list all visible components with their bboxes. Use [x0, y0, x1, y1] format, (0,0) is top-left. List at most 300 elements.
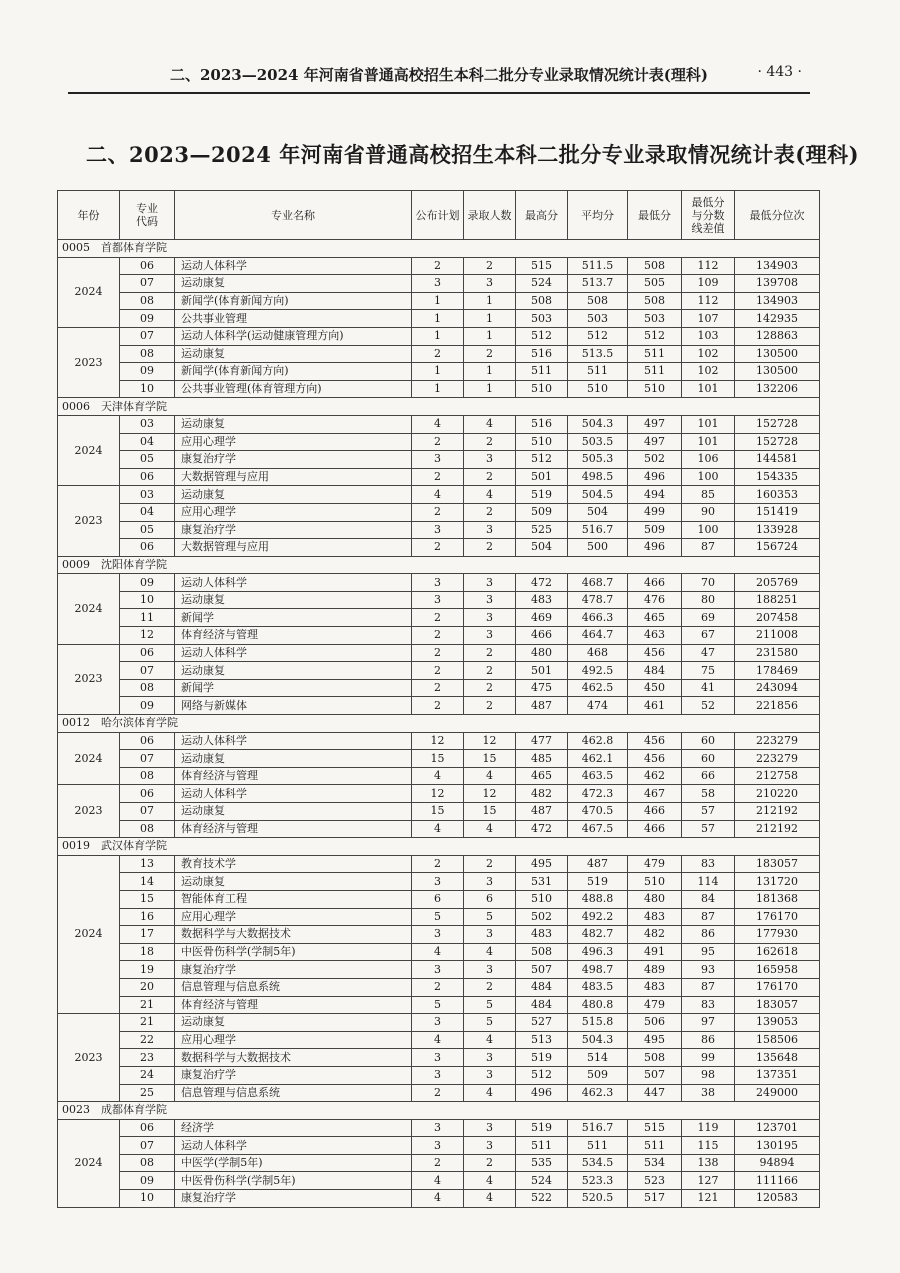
school-row	[58, 1102, 820, 1120]
plan-count: 3	[412, 1137, 464, 1155]
min-rank: 210220	[735, 785, 820, 803]
admitted-count: 15	[464, 803, 516, 821]
major-name: 数据科学与大数据技术	[175, 1049, 412, 1067]
plan-count: 3	[412, 1119, 464, 1137]
score-diff: 69	[682, 609, 735, 627]
major-name: 体育经济与管理	[175, 627, 412, 645]
min-score: 447	[628, 1084, 682, 1102]
admitted-count: 4	[464, 1190, 516, 1208]
running-title: 二、2023—2024 年河南省普通高校招生本科二批分专业录取情况统计表(理科)	[170, 66, 708, 84]
major-code: 07	[120, 1137, 175, 1155]
major-code: 09	[120, 697, 175, 715]
major-code: 15	[120, 890, 175, 908]
avg-score: 511.5	[568, 257, 628, 275]
min-rank: 183057	[735, 996, 820, 1014]
min-score: 511	[628, 345, 682, 363]
avg-score: 503	[568, 310, 628, 328]
table-row	[58, 451, 820, 469]
plan-count: 3	[412, 591, 464, 609]
plan-count: 2	[412, 662, 464, 680]
avg-score: 492.5	[568, 662, 628, 680]
score-diff: 112	[682, 257, 735, 275]
min-rank: 165958	[735, 961, 820, 979]
plan-count: 3	[412, 1066, 464, 1084]
major-name: 中医骨伤科学(学制5年)	[175, 943, 412, 961]
min-score: 523	[628, 1172, 682, 1190]
min-score: 494	[628, 486, 682, 504]
avg-score: 504.3	[568, 1031, 628, 1049]
score-diff: 66	[682, 767, 735, 785]
table-row	[58, 486, 820, 504]
major-code: 24	[120, 1066, 175, 1084]
min-score: 511	[628, 363, 682, 381]
table-row	[58, 1084, 820, 1102]
max-score: 511	[516, 363, 568, 381]
max-score: 480	[516, 644, 568, 662]
major-code: 14	[120, 873, 175, 891]
admitted-count: 4	[464, 820, 516, 838]
admitted-count: 1	[464, 310, 516, 328]
major-code: 09	[120, 310, 175, 328]
header-rule	[68, 92, 810, 94]
max-score: 524	[516, 275, 568, 293]
avg-score: 468.7	[568, 574, 628, 592]
school-row	[58, 556, 820, 574]
admitted-count: 1	[464, 380, 516, 398]
min-score: 508	[628, 257, 682, 275]
avg-score: 503.5	[568, 433, 628, 451]
admitted-count: 3	[464, 627, 516, 645]
score-diff: 100	[682, 521, 735, 539]
max-score: 484	[516, 978, 568, 996]
min-score: 467	[628, 785, 682, 803]
plan-count: 12	[412, 785, 464, 803]
score-diff: 99	[682, 1049, 735, 1067]
min-rank: 176170	[735, 908, 820, 926]
min-score: 479	[628, 996, 682, 1014]
avg-score: 510	[568, 380, 628, 398]
avg-score: 504.5	[568, 486, 628, 504]
major-code: 05	[120, 521, 175, 539]
min-score: 465	[628, 609, 682, 627]
avg-score: 474	[568, 697, 628, 715]
major-name: 网络与新媒体	[175, 697, 412, 715]
plan-count: 2	[412, 345, 464, 363]
col-diff: 最低分与分数线差值	[682, 191, 735, 240]
plan-count: 2	[412, 1154, 464, 1172]
admitted-count: 3	[464, 1049, 516, 1067]
plan-count: 4	[412, 486, 464, 504]
major-code: 08	[120, 767, 175, 785]
plan-count: 2	[412, 468, 464, 486]
major-name: 中医学(学制5年)	[175, 1154, 412, 1172]
col-rank: 最低分位次	[735, 191, 820, 240]
score-diff: 97	[682, 1014, 735, 1032]
min-rank: 154335	[735, 468, 820, 486]
school-name: 0023 成都体育学院	[58, 1102, 820, 1120]
score-diff: 83	[682, 855, 735, 873]
admitted-count: 4	[464, 1031, 516, 1049]
major-code: 10	[120, 380, 175, 398]
score-diff: 67	[682, 627, 735, 645]
max-score: 513	[516, 1031, 568, 1049]
max-score: 495	[516, 855, 568, 873]
avg-score: 487	[568, 855, 628, 873]
min-rank: 144581	[735, 451, 820, 469]
max-score: 485	[516, 750, 568, 768]
col-plan: 公布计划	[412, 191, 464, 240]
max-score: 519	[516, 1119, 568, 1137]
min-score: 510	[628, 380, 682, 398]
avg-score: 513.7	[568, 275, 628, 293]
year-cell: 2024	[58, 732, 120, 785]
major-name: 信息管理与信息系统	[175, 1084, 412, 1102]
max-score: 522	[516, 1190, 568, 1208]
max-score: 516	[516, 415, 568, 433]
min-rank: 131720	[735, 873, 820, 891]
admission-table	[57, 190, 820, 1208]
major-name: 教育技术学	[175, 855, 412, 873]
running-header	[170, 64, 802, 85]
major-name: 运动康复	[175, 345, 412, 363]
plan-count: 1	[412, 380, 464, 398]
year-cell: 2023	[58, 486, 120, 556]
min-rank: 205769	[735, 574, 820, 592]
major-name: 运动人体科学	[175, 257, 412, 275]
major-code: 08	[120, 1154, 175, 1172]
min-score: 511	[628, 1137, 682, 1155]
major-name: 运动人体科学	[175, 574, 412, 592]
score-diff: 80	[682, 591, 735, 609]
min-rank: 130500	[735, 345, 820, 363]
avg-score: 466.3	[568, 609, 628, 627]
table-row	[58, 1154, 820, 1172]
table-row	[58, 961, 820, 979]
major-code: 06	[120, 539, 175, 557]
score-diff: 115	[682, 1137, 735, 1155]
major-code: 07	[120, 662, 175, 680]
min-score: 497	[628, 433, 682, 451]
min-score: 489	[628, 961, 682, 979]
max-score: 515	[516, 257, 568, 275]
table-row	[58, 415, 820, 433]
admitted-count: 2	[464, 503, 516, 521]
min-rank: 137351	[735, 1066, 820, 1084]
major-name: 运动康复	[175, 415, 412, 433]
admitted-count: 3	[464, 451, 516, 469]
max-score: 504	[516, 539, 568, 557]
min-rank: 177930	[735, 926, 820, 944]
table-row	[58, 1031, 820, 1049]
min-score: 507	[628, 1066, 682, 1084]
year-cell: 2024	[58, 257, 120, 327]
major-name: 运动人体科学	[175, 644, 412, 662]
major-name: 康复治疗学	[175, 451, 412, 469]
min-rank: 135648	[735, 1049, 820, 1067]
plan-count: 3	[412, 1014, 464, 1032]
min-rank: 160353	[735, 486, 820, 504]
score-diff: 101	[682, 433, 735, 451]
avg-score: 511	[568, 1137, 628, 1155]
max-score: 519	[516, 486, 568, 504]
table-row	[58, 697, 820, 715]
min-rank: 132206	[735, 380, 820, 398]
table-row	[58, 591, 820, 609]
avg-score: 462.1	[568, 750, 628, 768]
min-score: 503	[628, 310, 682, 328]
min-score: 450	[628, 679, 682, 697]
min-rank: 188251	[735, 591, 820, 609]
major-name: 康复治疗学	[175, 961, 412, 979]
major-name: 康复治疗学	[175, 521, 412, 539]
major-code: 08	[120, 679, 175, 697]
major-name: 运动人体科学	[175, 785, 412, 803]
max-score: 472	[516, 574, 568, 592]
admitted-count: 5	[464, 996, 516, 1014]
min-score: 456	[628, 750, 682, 768]
major-name: 新闻学	[175, 679, 412, 697]
major-code: 03	[120, 486, 175, 504]
min-score: 466	[628, 820, 682, 838]
max-score: 472	[516, 820, 568, 838]
score-diff: 127	[682, 1172, 735, 1190]
score-diff: 87	[682, 539, 735, 557]
min-score: 534	[628, 1154, 682, 1172]
admitted-count: 3	[464, 574, 516, 592]
plan-count: 2	[412, 627, 464, 645]
min-rank: 223279	[735, 732, 820, 750]
score-diff: 90	[682, 503, 735, 521]
major-code: 06	[120, 644, 175, 662]
max-score: 535	[516, 1154, 568, 1172]
avg-score: 482.7	[568, 926, 628, 944]
plan-count: 2	[412, 539, 464, 557]
table-row	[58, 978, 820, 996]
score-diff: 47	[682, 644, 735, 662]
plan-count: 4	[412, 1172, 464, 1190]
admitted-count: 5	[464, 908, 516, 926]
major-name: 运动康复	[175, 591, 412, 609]
avg-score: 504	[568, 503, 628, 521]
min-rank: 133928	[735, 521, 820, 539]
min-score: 466	[628, 803, 682, 821]
major-code: 06	[120, 785, 175, 803]
avg-score: 463.5	[568, 767, 628, 785]
admitted-count: 15	[464, 750, 516, 768]
table-row	[58, 908, 820, 926]
major-name: 运动康复	[175, 1014, 412, 1032]
max-score: 496	[516, 1084, 568, 1102]
table-row	[58, 380, 820, 398]
plan-count: 3	[412, 1049, 464, 1067]
year-cell: 2024	[58, 574, 120, 644]
min-score: 510	[628, 873, 682, 891]
max-score: 487	[516, 697, 568, 715]
admitted-count: 4	[464, 767, 516, 785]
plan-count: 3	[412, 275, 464, 293]
page-title: 二、2023—2024 年河南省普通高校招生本科二批分专业录取情况统计表(理科)	[86, 142, 860, 167]
plan-count: 2	[412, 679, 464, 697]
avg-score: 498.5	[568, 468, 628, 486]
avg-score: 467.5	[568, 820, 628, 838]
table-row	[58, 785, 820, 803]
col-admitted: 录取人数	[464, 191, 516, 240]
min-rank: 223279	[735, 750, 820, 768]
min-score: 496	[628, 539, 682, 557]
min-score: 462	[628, 767, 682, 785]
major-code: 04	[120, 433, 175, 451]
plan-count: 1	[412, 363, 464, 381]
admitted-count: 2	[464, 468, 516, 486]
admitted-count: 12	[464, 785, 516, 803]
plan-count: 2	[412, 503, 464, 521]
admitted-count: 2	[464, 257, 516, 275]
plan-count: 3	[412, 451, 464, 469]
major-name: 运动人体科学	[175, 1137, 412, 1155]
major-code: 10	[120, 591, 175, 609]
min-rank: 111166	[735, 1172, 820, 1190]
score-diff: 83	[682, 996, 735, 1014]
avg-score: 498.7	[568, 961, 628, 979]
avg-score: 472.3	[568, 785, 628, 803]
major-code: 07	[120, 803, 175, 821]
avg-score: 508	[568, 292, 628, 310]
min-score: 466	[628, 574, 682, 592]
col-min: 最低分	[628, 191, 682, 240]
table-row	[58, 1137, 820, 1155]
year-cell: 2023	[58, 785, 120, 838]
col-code: 专业代码	[120, 191, 175, 240]
admitted-count: 4	[464, 415, 516, 433]
avg-score: 511	[568, 363, 628, 381]
major-name: 体育经济与管理	[175, 820, 412, 838]
table-body	[58, 240, 820, 1208]
score-diff: 87	[682, 908, 735, 926]
major-name: 大数据管理与应用	[175, 539, 412, 557]
admitted-count: 3	[464, 961, 516, 979]
min-score: 482	[628, 926, 682, 944]
table-row	[58, 732, 820, 750]
score-diff: 101	[682, 380, 735, 398]
plan-count: 4	[412, 1031, 464, 1049]
max-score: 466	[516, 627, 568, 645]
col-year: 年份	[58, 191, 120, 240]
major-name: 体育经济与管理	[175, 996, 412, 1014]
max-score: 516	[516, 345, 568, 363]
table-row	[58, 926, 820, 944]
major-name: 体育经济与管理	[175, 767, 412, 785]
score-diff: 86	[682, 1031, 735, 1049]
table-row	[58, 750, 820, 768]
max-score: 502	[516, 908, 568, 926]
school-name: 0019 武汉体育学院	[58, 838, 820, 856]
table-row	[58, 1066, 820, 1084]
school-row	[58, 838, 820, 856]
min-score: 515	[628, 1119, 682, 1137]
min-score: 502	[628, 451, 682, 469]
admitted-count: 3	[464, 926, 516, 944]
major-code: 07	[120, 275, 175, 293]
year-cell: 2023	[58, 327, 120, 397]
admitted-count: 2	[464, 679, 516, 697]
min-rank: 176170	[735, 978, 820, 996]
min-score: 483	[628, 908, 682, 926]
admitted-count: 2	[464, 345, 516, 363]
page-number: · 443 ·	[757, 64, 802, 80]
major-name: 大数据管理与应用	[175, 468, 412, 486]
avg-score: 514	[568, 1049, 628, 1067]
plan-count: 1	[412, 310, 464, 328]
table-row	[58, 890, 820, 908]
score-diff: 84	[682, 890, 735, 908]
avg-score: 516.7	[568, 1119, 628, 1137]
score-diff: 75	[682, 662, 735, 680]
plan-count: 2	[412, 697, 464, 715]
table-row	[58, 679, 820, 697]
admitted-count: 4	[464, 1172, 516, 1190]
max-score: 519	[516, 1049, 568, 1067]
min-score: 499	[628, 503, 682, 521]
max-score: 469	[516, 609, 568, 627]
score-diff: 60	[682, 732, 735, 750]
avg-score: 534.5	[568, 1154, 628, 1172]
min-score: 479	[628, 855, 682, 873]
major-code: 13	[120, 855, 175, 873]
table-row	[58, 539, 820, 557]
admitted-count: 4	[464, 943, 516, 961]
major-code: 21	[120, 1014, 175, 1032]
score-diff: 100	[682, 468, 735, 486]
score-diff: 87	[682, 978, 735, 996]
admitted-count: 3	[464, 873, 516, 891]
max-score: 503	[516, 310, 568, 328]
max-score: 525	[516, 521, 568, 539]
admitted-count: 2	[464, 697, 516, 715]
major-code: 18	[120, 943, 175, 961]
min-rank: 134903	[735, 292, 820, 310]
major-code: 12	[120, 627, 175, 645]
min-rank: 221856	[735, 697, 820, 715]
avg-score: 520.5	[568, 1190, 628, 1208]
table-row	[58, 1172, 820, 1190]
major-code: 10	[120, 1190, 175, 1208]
avg-score: 470.5	[568, 803, 628, 821]
admitted-count: 2	[464, 1154, 516, 1172]
avg-score: 480.8	[568, 996, 628, 1014]
table-row	[58, 1014, 820, 1032]
plan-count: 2	[412, 855, 464, 873]
max-score: 512	[516, 451, 568, 469]
admitted-count: 3	[464, 521, 516, 539]
min-rank: 183057	[735, 855, 820, 873]
min-score: 512	[628, 327, 682, 345]
min-score: 496	[628, 468, 682, 486]
admitted-count: 4	[464, 1084, 516, 1102]
avg-score: 496.3	[568, 943, 628, 961]
min-rank: 212192	[735, 820, 820, 838]
plan-count: 2	[412, 644, 464, 662]
admitted-count: 3	[464, 609, 516, 627]
major-code: 08	[120, 820, 175, 838]
major-code: 17	[120, 926, 175, 944]
plan-count: 2	[412, 257, 464, 275]
min-rank: 134903	[735, 257, 820, 275]
score-diff: 86	[682, 926, 735, 944]
plan-count: 3	[412, 521, 464, 539]
score-diff: 101	[682, 415, 735, 433]
min-rank: 130195	[735, 1137, 820, 1155]
max-score: 487	[516, 803, 568, 821]
